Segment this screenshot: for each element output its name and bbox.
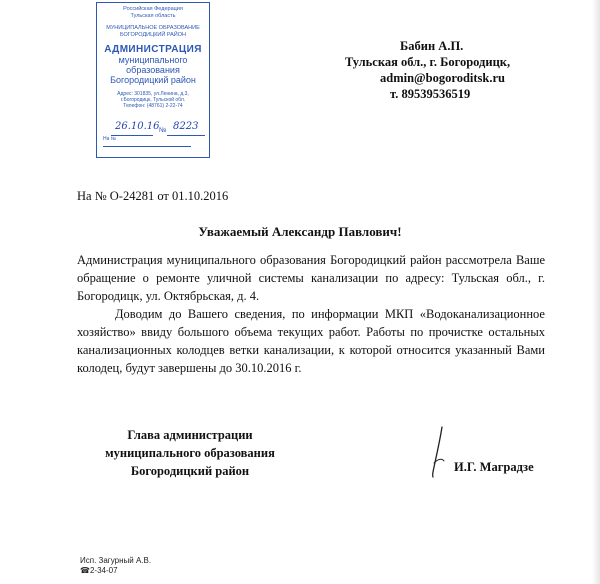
signatory-name: И.Г. Маградзе bbox=[454, 460, 534, 474]
signatory-title-line1: Глава администрации bbox=[127, 428, 253, 442]
reference-line: На № О-24281 от 01.10.2016 bbox=[77, 189, 229, 203]
stamp-reply-field bbox=[103, 136, 203, 149]
stamp-admin-title: АДМИНИСТРАЦИЯ bbox=[104, 44, 202, 55]
recipient-block bbox=[345, 38, 545, 102]
signatory-title-line2: муниципального образования bbox=[105, 446, 275, 460]
scan-edge-shadow bbox=[592, 0, 600, 584]
greeting: Уважаемый Александр Павлович! bbox=[198, 224, 402, 239]
letterhead-stamp bbox=[96, 2, 210, 158]
recipient-email: admin@bogoroditsk.ru bbox=[380, 71, 505, 85]
paragraph-2: Доводим до Вашего сведения, по информации МКП «Водоканализационное хозяйство» ввиду большого объема текущих работ. Работы по прочистке остальных канализационных колодцев ветки канализации, к которой относится указанный Вами колодец, будут завершены до 30.10.2016 г. bbox=[77, 307, 545, 375]
signatory-title-line3: Богородицкий район bbox=[130, 464, 250, 478]
executor-phone: ☎2-34-07 bbox=[80, 566, 118, 575]
stamp-admin-sub3: Богородицкий район bbox=[110, 75, 196, 85]
stamp-country: Российская Федерация bbox=[123, 6, 183, 12]
stamp-municipality: МУНИЦИПАЛЬНОЕ ОБРАЗОВАНИЕ bbox=[106, 25, 200, 31]
paragraph-1: Администрация муниципального образования Богородицкий район рассмотрела Ваше обращение о ремонте уличной системы канализации по адресу: Тульская обл., г. Богородицк, ул. Октябрьская, д. 4. bbox=[77, 253, 545, 303]
stamp-number-handwritten: 8223 bbox=[173, 121, 199, 132]
stamp-address2: г.Богородицк, Тульской обл. bbox=[120, 97, 186, 103]
na-underline bbox=[103, 142, 191, 147]
signatory-title bbox=[90, 426, 290, 480]
stamp-phone: Телефон: (48761) 2-22-74 bbox=[123, 103, 183, 109]
stamp-admin-sub2: образования bbox=[126, 65, 180, 75]
stamp-address1: Адрес: 301835, ул.Ленина, д.3, bbox=[117, 91, 189, 97]
recipient-name: Бабин А.П. bbox=[400, 39, 464, 53]
recipient-phone: т. 89539536519 bbox=[390, 87, 471, 101]
stamp-district: БОГОРОДИЦКИЙ РАЙОН bbox=[119, 32, 187, 38]
executor-block bbox=[80, 556, 151, 576]
stamp-na-label: На № bbox=[103, 136, 117, 142]
stamp-region: Тульская область bbox=[130, 13, 176, 19]
stamp-admin-sub1: муниципального bbox=[118, 55, 188, 65]
executor-name: Исп. Загурный А.В. bbox=[80, 556, 152, 565]
stamp-date-handwritten: 26.10.16 bbox=[115, 121, 160, 132]
stamp-number-prefix: № bbox=[159, 127, 167, 134]
recipient-address: Тульская обл., г. Богородицк, bbox=[345, 55, 511, 69]
